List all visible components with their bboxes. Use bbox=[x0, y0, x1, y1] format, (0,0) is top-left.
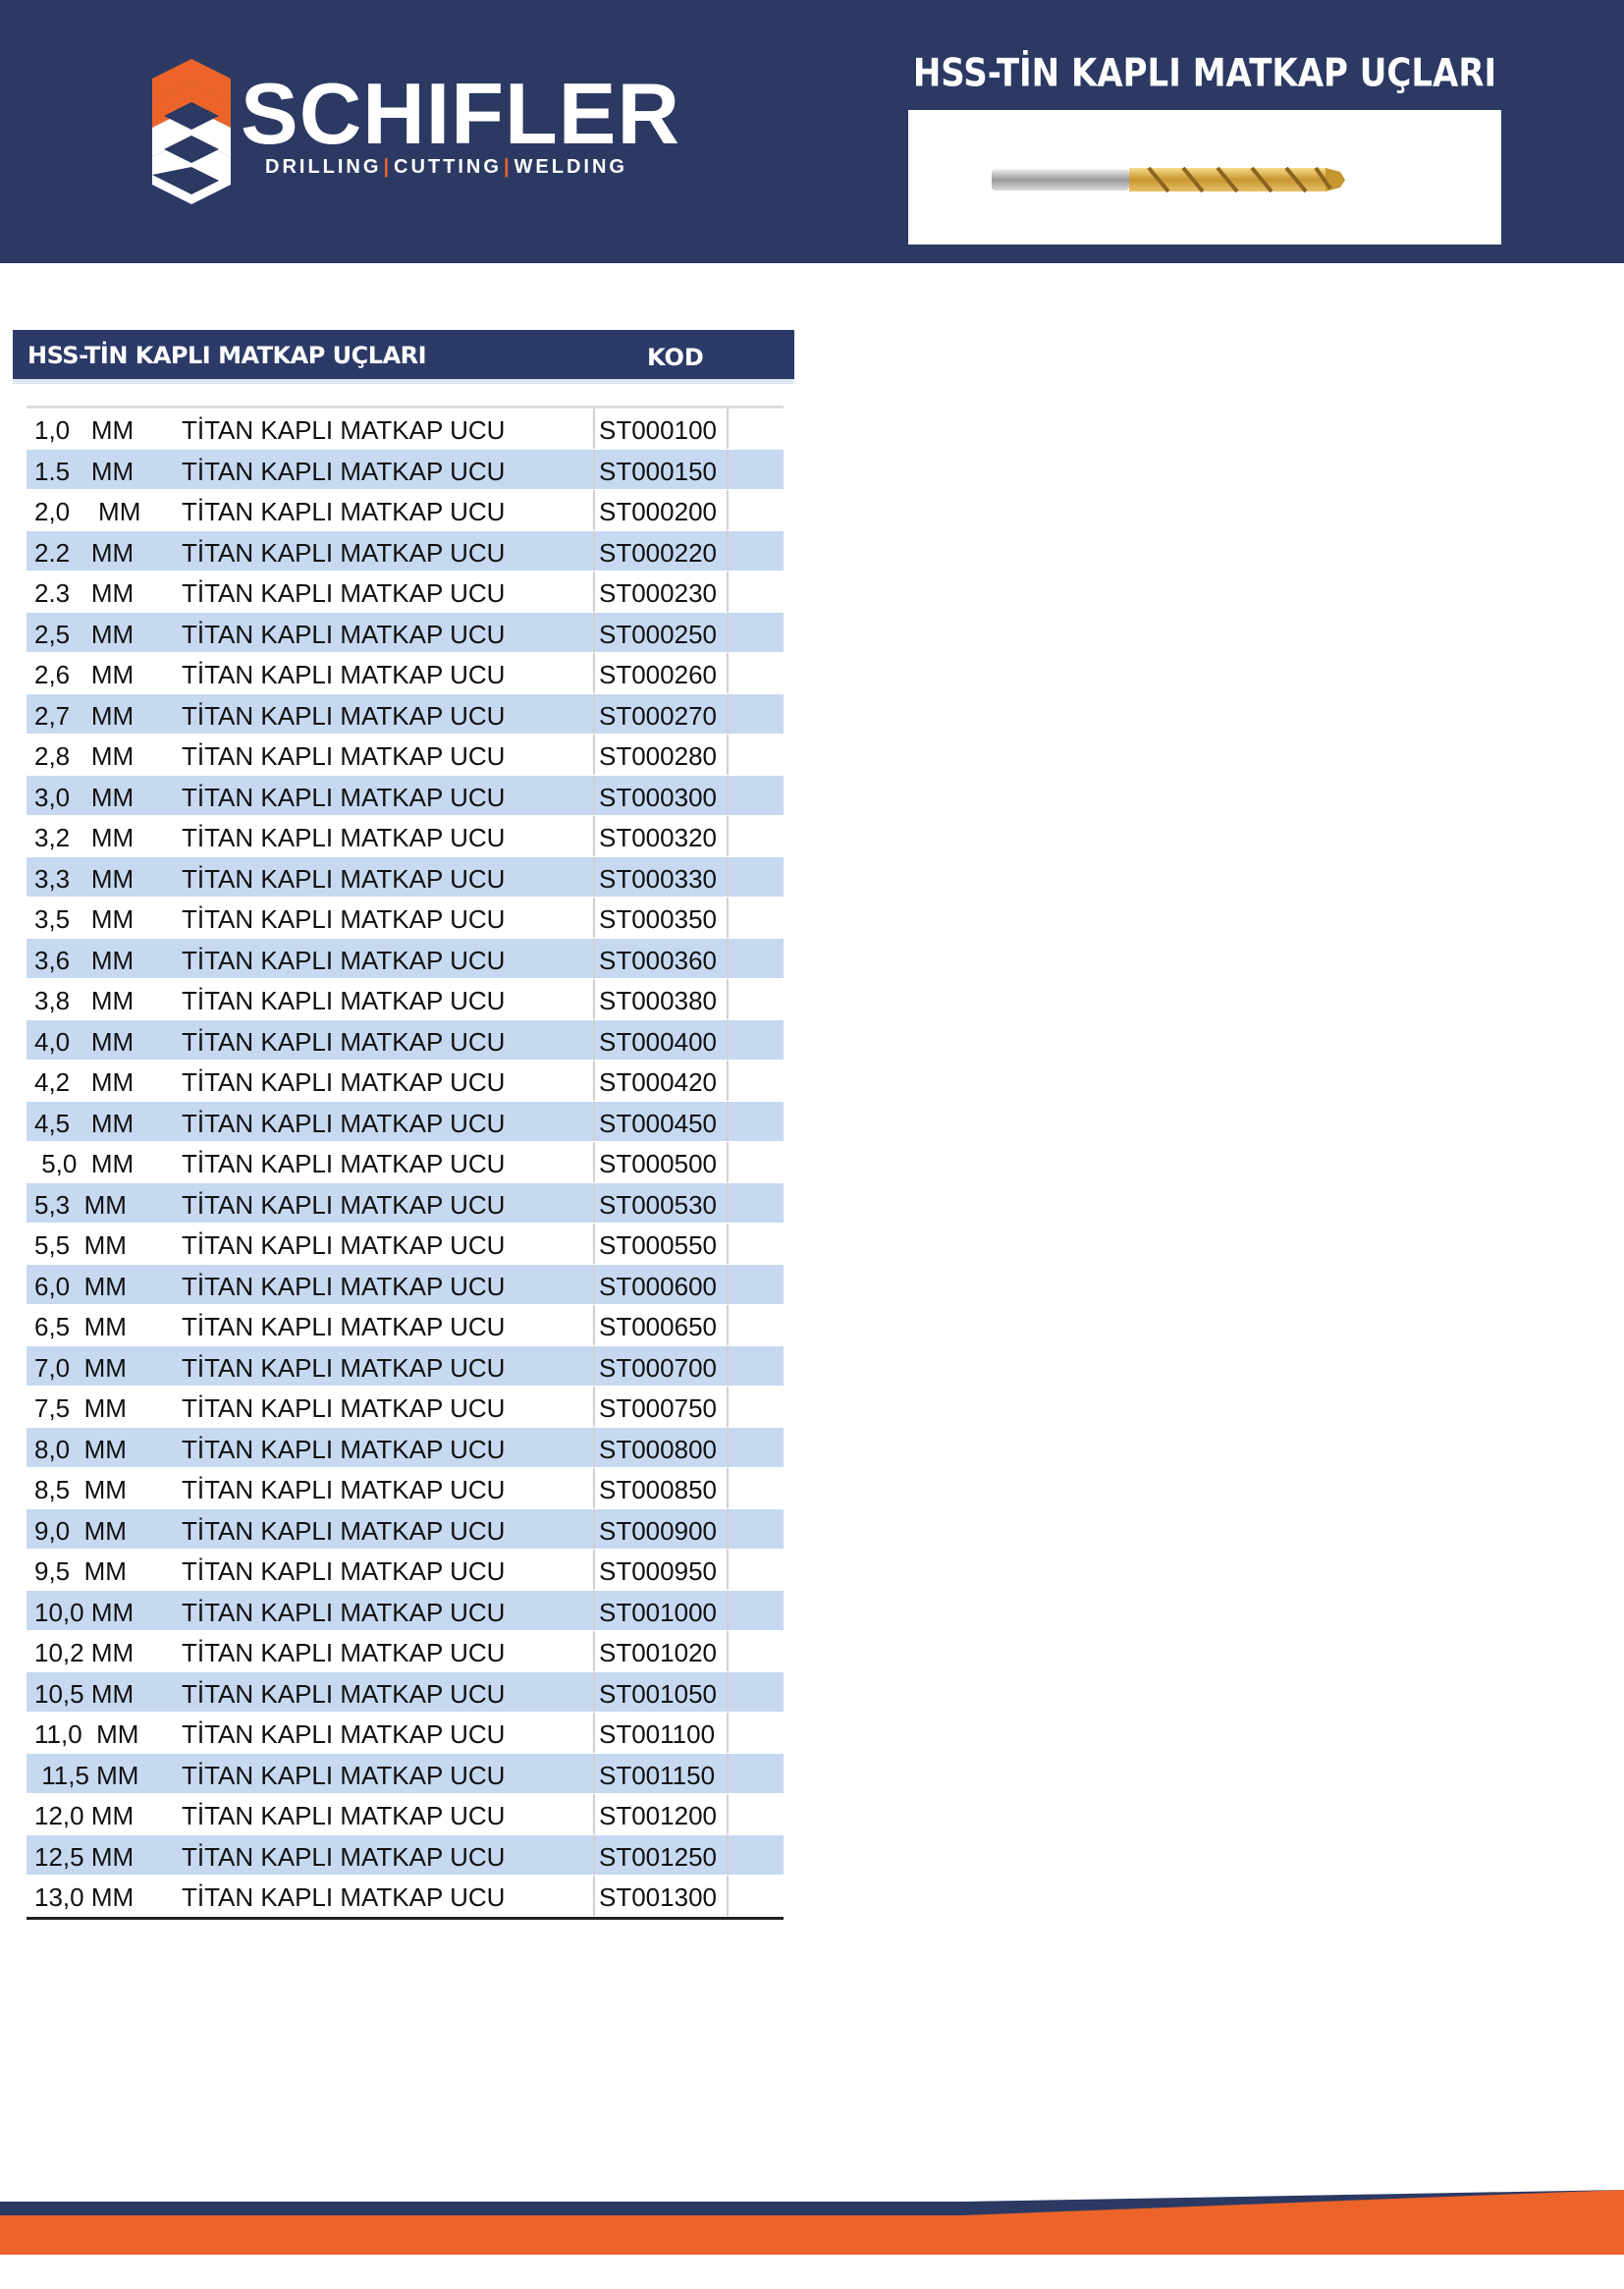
drill-size: 12,5 MM bbox=[34, 1841, 135, 1872]
product-code: ST000200 bbox=[599, 497, 717, 526]
product-code: ST000750 bbox=[599, 1393, 717, 1423]
column-divider bbox=[727, 613, 729, 653]
tagline-drilling: DRILLING bbox=[265, 156, 382, 178]
product-description: TİTAN KAPLI MATKAP UCU bbox=[182, 497, 506, 526]
column-divider bbox=[593, 1631, 595, 1671]
column-divider bbox=[727, 694, 729, 735]
drill-size: 1,0 MM bbox=[34, 415, 135, 445]
product-description: TİTAN KAPLI MATKAP UCU bbox=[182, 782, 506, 812]
product-code: ST001200 bbox=[599, 1801, 717, 1830]
table-row bbox=[27, 1509, 784, 1551]
column-divider bbox=[593, 1713, 595, 1753]
table-row bbox=[27, 1631, 784, 1672]
drill-size: 7,0 MM bbox=[34, 1352, 127, 1383]
product-code: ST000450 bbox=[599, 1108, 717, 1138]
table-row bbox=[27, 1102, 784, 1143]
column-divider bbox=[727, 939, 729, 979]
table-row bbox=[27, 1591, 784, 1632]
product-description: TİTAN KAPLI MATKAP UCU bbox=[182, 1801, 506, 1830]
product-code: ST000800 bbox=[599, 1434, 717, 1464]
drill-image-box bbox=[908, 110, 1501, 245]
column-divider bbox=[593, 1591, 595, 1631]
product-code: ST000230 bbox=[599, 578, 717, 608]
product-code: ST000650 bbox=[599, 1312, 717, 1341]
table-row bbox=[27, 816, 784, 857]
column-divider bbox=[727, 1509, 729, 1550]
product-description: TİTAN KAPLI MATKAP UCU bbox=[182, 1719, 506, 1749]
table-row bbox=[27, 1224, 784, 1265]
brand-tagline bbox=[265, 157, 627, 177]
drill-size: 2.3 MM bbox=[34, 578, 135, 608]
column-divider bbox=[727, 450, 729, 490]
product-description: TİTAN KAPLI MATKAP UCU bbox=[182, 415, 506, 445]
table-row bbox=[27, 450, 784, 491]
column-divider bbox=[593, 572, 595, 612]
drill-size: 3,5 MM bbox=[34, 904, 135, 934]
drill-bit-icon bbox=[908, 110, 1501, 245]
column-divider bbox=[727, 1020, 729, 1061]
column-divider bbox=[727, 1794, 729, 1834]
column-divider bbox=[727, 1142, 729, 1182]
table-row bbox=[27, 694, 784, 736]
product-description: TİTAN KAPLI MATKAP UCU bbox=[182, 1556, 506, 1586]
column-divider bbox=[727, 1183, 729, 1224]
column-divider bbox=[593, 1550, 595, 1590]
schifler-logo-icon bbox=[152, 59, 231, 208]
table-row bbox=[27, 1183, 784, 1225]
product-description: TİTAN KAPLI MATKAP UCU bbox=[182, 660, 506, 689]
table-row bbox=[27, 1468, 784, 1509]
table-row bbox=[27, 1754, 784, 1795]
drill-size: 12,0 MM bbox=[34, 1801, 135, 1830]
column-divider bbox=[593, 490, 595, 530]
drill-size: 3,8 MM bbox=[34, 986, 135, 1015]
table-row bbox=[27, 1835, 784, 1877]
tagline-cutting: CUTTING bbox=[394, 156, 502, 178]
table-row bbox=[27, 1265, 784, 1306]
product-description: TİTAN KAPLI MATKAP UCU bbox=[182, 904, 506, 934]
product-description: TİTAN KAPLI MATKAP UCU bbox=[182, 1515, 506, 1546]
column-divider bbox=[727, 1265, 729, 1305]
drill-size: 2,5 MM bbox=[34, 619, 135, 649]
column-divider bbox=[593, 1224, 595, 1264]
column-divider bbox=[593, 816, 595, 856]
product-description: TİTAN KAPLI MATKAP UCU bbox=[182, 1271, 506, 1301]
product-table bbox=[27, 409, 784, 1917]
product-description: TİTAN KAPLI MATKAP UCU bbox=[182, 1760, 506, 1790]
table-row bbox=[27, 409, 784, 450]
column-divider bbox=[727, 653, 729, 693]
product-code: ST001000 bbox=[599, 1597, 717, 1627]
product-code: ST000420 bbox=[599, 1067, 717, 1097]
column-divider bbox=[593, 939, 595, 979]
product-description: TİTAN KAPLI MATKAP UCU bbox=[182, 945, 506, 975]
column-divider bbox=[727, 857, 729, 898]
product-code: ST000220 bbox=[599, 537, 717, 568]
column-divider bbox=[593, 1387, 595, 1427]
header-banner bbox=[0, 0, 1624, 263]
table-row bbox=[27, 1020, 784, 1062]
product-code: ST000150 bbox=[599, 456, 717, 486]
product-code: ST000100 bbox=[599, 415, 717, 445]
drill-size: 3,0 MM bbox=[34, 782, 135, 812]
column-divider bbox=[727, 572, 729, 612]
product-description: TİTAN KAPLI MATKAP UCU bbox=[182, 456, 506, 486]
table-bottom-divider bbox=[27, 1917, 784, 1920]
drill-size: 3,3 MM bbox=[34, 863, 135, 894]
column-divider bbox=[593, 1509, 595, 1550]
column-divider bbox=[593, 898, 595, 938]
drill-size: 9,0 MM bbox=[34, 1515, 127, 1546]
table-row bbox=[27, 1428, 784, 1469]
drill-size: 9,5 MM bbox=[34, 1556, 127, 1586]
tagline-welding: WELDING bbox=[514, 156, 627, 178]
column-divider bbox=[593, 1183, 595, 1224]
product-description: TİTAN KAPLI MATKAP UCU bbox=[182, 1026, 506, 1057]
drill-size: 2.2 MM bbox=[34, 537, 135, 568]
column-divider bbox=[727, 1591, 729, 1631]
column-divider bbox=[727, 1102, 729, 1142]
column-divider bbox=[593, 1672, 595, 1713]
product-description: TİTAN KAPLI MATKAP UCU bbox=[182, 1108, 506, 1138]
drill-size: 8,0 MM bbox=[34, 1434, 127, 1464]
product-code: ST001250 bbox=[599, 1841, 717, 1872]
drill-size: 8,5 MM bbox=[34, 1475, 127, 1504]
column-divider bbox=[727, 490, 729, 530]
drill-size: 4,5 MM bbox=[34, 1108, 135, 1138]
drill-size: 6,5 MM bbox=[34, 1312, 127, 1341]
drill-size: 6,0 MM bbox=[34, 1271, 127, 1301]
drill-size: 5,0 MM bbox=[34, 1149, 135, 1178]
product-code: ST000320 bbox=[599, 823, 717, 852]
drill-size: 4,2 MM bbox=[34, 1067, 135, 1097]
column-divider bbox=[593, 531, 595, 572]
product-code: ST000500 bbox=[599, 1149, 717, 1178]
table-row bbox=[27, 1346, 784, 1388]
table-row bbox=[27, 1387, 784, 1428]
product-code: ST000330 bbox=[599, 863, 717, 894]
column-divider bbox=[593, 1020, 595, 1061]
table-row bbox=[27, 653, 784, 694]
table-row bbox=[27, 613, 784, 654]
column-divider bbox=[593, 1346, 595, 1387]
column-divider bbox=[727, 898, 729, 938]
product-code: ST000300 bbox=[599, 782, 717, 812]
product-description: TİTAN KAPLI MATKAP UCU bbox=[182, 1882, 506, 1912]
drill-size: 2,8 MM bbox=[34, 741, 135, 771]
column-divider bbox=[593, 653, 595, 693]
drill-size: 5,5 MM bbox=[34, 1230, 127, 1260]
column-divider bbox=[593, 1428, 595, 1468]
product-description: TİTAN KAPLI MATKAP UCU bbox=[182, 1230, 506, 1260]
table-row bbox=[27, 939, 784, 980]
column-divider bbox=[727, 735, 729, 775]
product-code: ST000360 bbox=[599, 945, 717, 975]
column-divider bbox=[727, 1428, 729, 1468]
product-description: TİTAN KAPLI MATKAP UCU bbox=[182, 1352, 506, 1383]
column-divider bbox=[727, 1061, 729, 1101]
product-description: TİTAN KAPLI MATKAP UCU bbox=[182, 1149, 506, 1178]
table-row bbox=[27, 490, 784, 531]
table-row bbox=[27, 1876, 784, 1917]
table-row bbox=[27, 1305, 784, 1346]
table-header bbox=[13, 330, 794, 384]
product-description: TİTAN KAPLI MATKAP UCU bbox=[182, 1312, 506, 1341]
column-divider bbox=[593, 979, 595, 1019]
drill-size: 5,3 MM bbox=[34, 1189, 127, 1220]
product-description: TİTAN KAPLI MATKAP UCU bbox=[182, 741, 506, 771]
table-row bbox=[27, 1672, 784, 1714]
product-code: ST001300 bbox=[599, 1882, 717, 1912]
drill-size: 11,0 MM bbox=[34, 1719, 139, 1749]
column-divider bbox=[593, 1265, 595, 1305]
product-description: TİTAN KAPLI MATKAP UCU bbox=[182, 1841, 506, 1872]
header-title: HSS-TİN KAPLI MATKAP UÇLARI bbox=[912, 51, 1497, 96]
column-divider bbox=[593, 409, 595, 449]
table-row bbox=[27, 1794, 784, 1835]
product-code: ST000700 bbox=[599, 1352, 717, 1383]
column-divider bbox=[593, 450, 595, 490]
product-description: TİTAN KAPLI MATKAP UCU bbox=[182, 1393, 506, 1423]
drill-size: 7,5 MM bbox=[34, 1393, 127, 1423]
column-divider bbox=[593, 694, 595, 735]
product-description: TİTAN KAPLI MATKAP UCU bbox=[182, 1434, 506, 1464]
product-description: TİTAN KAPLI MATKAP UCU bbox=[182, 537, 506, 568]
product-code: ST000270 bbox=[599, 700, 717, 731]
drill-size: 2,0 MM bbox=[34, 497, 141, 526]
column-divider bbox=[593, 1102, 595, 1142]
product-description: TİTAN KAPLI MATKAP UCU bbox=[182, 1189, 506, 1220]
product-description: TİTAN KAPLI MATKAP UCU bbox=[182, 1475, 506, 1504]
tagline-separator: | bbox=[503, 156, 513, 178]
table-row bbox=[27, 857, 784, 899]
column-divider bbox=[593, 735, 595, 775]
drill-size: 3,2 MM bbox=[34, 823, 135, 852]
column-divider bbox=[727, 1835, 729, 1876]
code-column-header: KOD bbox=[647, 344, 704, 371]
column-divider bbox=[593, 1305, 595, 1345]
product-description: TİTAN KAPLI MATKAP UCU bbox=[182, 823, 506, 852]
table-row bbox=[27, 1550, 784, 1591]
product-description: TİTAN KAPLI MATKAP UCU bbox=[182, 1638, 506, 1667]
column-divider bbox=[593, 857, 595, 898]
column-divider bbox=[727, 1224, 729, 1264]
product-code: ST000250 bbox=[599, 619, 717, 649]
column-divider bbox=[593, 1794, 595, 1834]
drill-size: 13,0 MM bbox=[34, 1882, 135, 1912]
column-divider bbox=[727, 409, 729, 449]
drill-size: 2,6 MM bbox=[34, 660, 135, 689]
column-divider bbox=[727, 1550, 729, 1590]
drill-size: 10,5 MM bbox=[34, 1678, 135, 1709]
product-description: TİTAN KAPLI MATKAP UCU bbox=[182, 1067, 506, 1097]
brand-name: SCHIFLER bbox=[241, 65, 680, 162]
column-divider bbox=[727, 1876, 729, 1916]
product-description: TİTAN KAPLI MATKAP UCU bbox=[182, 863, 506, 894]
product-code: ST000600 bbox=[599, 1271, 717, 1301]
column-divider bbox=[727, 1672, 729, 1713]
table-row bbox=[27, 735, 784, 776]
drill-size: 1.5 MM bbox=[34, 456, 135, 486]
table-row bbox=[27, 979, 784, 1020]
column-divider bbox=[593, 1876, 595, 1916]
product-code: ST000530 bbox=[599, 1189, 717, 1220]
product-description: TİTAN KAPLI MATKAP UCU bbox=[182, 986, 506, 1015]
product-code: ST000900 bbox=[599, 1515, 717, 1546]
column-divider bbox=[727, 1305, 729, 1345]
column-divider bbox=[727, 1631, 729, 1671]
product-description: TİTAN KAPLI MATKAP UCU bbox=[182, 700, 506, 731]
drill-size: 2,7 MM bbox=[34, 700, 135, 731]
column-divider bbox=[593, 613, 595, 653]
column-divider bbox=[727, 1713, 729, 1753]
product-description: TİTAN KAPLI MATKAP UCU bbox=[182, 1597, 506, 1627]
column-divider bbox=[727, 1754, 729, 1794]
column-divider bbox=[727, 776, 729, 816]
column-divider bbox=[593, 776, 595, 816]
drill-size: 3,6 MM bbox=[34, 945, 135, 975]
drill-size: 10,2 MM bbox=[34, 1638, 135, 1667]
table-row bbox=[27, 1713, 784, 1754]
column-divider bbox=[593, 1061, 595, 1101]
product-code: ST000400 bbox=[599, 1026, 717, 1057]
table-row bbox=[27, 776, 784, 817]
product-code: ST001100 bbox=[599, 1719, 716, 1749]
column-divider bbox=[593, 1142, 595, 1182]
product-code: ST001150 bbox=[599, 1760, 716, 1790]
tagline-separator: | bbox=[383, 156, 393, 178]
table-row bbox=[27, 531, 784, 572]
column-divider bbox=[727, 1346, 729, 1387]
product-description: TİTAN KAPLI MATKAP UCU bbox=[182, 578, 506, 608]
column-divider bbox=[593, 1835, 595, 1876]
product-code: ST000550 bbox=[599, 1230, 717, 1260]
drill-size: 10,0 MM bbox=[34, 1597, 135, 1627]
product-code: ST000950 bbox=[599, 1556, 717, 1586]
table-title: HSS-TİN KAPLI MATKAP UÇLARI bbox=[27, 342, 427, 369]
product-code: ST000280 bbox=[599, 741, 717, 771]
drill-size: 4,0 MM bbox=[34, 1026, 135, 1057]
product-code: ST000380 bbox=[599, 986, 717, 1015]
product-description: TİTAN KAPLI MATKAP UCU bbox=[182, 619, 506, 649]
column-divider bbox=[727, 531, 729, 572]
table-row bbox=[27, 1142, 784, 1183]
table-row bbox=[27, 1061, 784, 1102]
product-code: ST000260 bbox=[599, 660, 717, 689]
product-code: ST000850 bbox=[599, 1475, 717, 1504]
column-divider bbox=[593, 1754, 595, 1794]
product-code: ST001050 bbox=[599, 1678, 717, 1709]
product-code: ST001020 bbox=[599, 1638, 717, 1667]
table-row bbox=[27, 572, 784, 613]
footer-stripe bbox=[0, 2190, 1624, 2285]
drill-size: 11,5 MM bbox=[34, 1760, 139, 1790]
product-description: TİTAN KAPLI MATKAP UCU bbox=[182, 1678, 506, 1709]
column-divider bbox=[727, 816, 729, 856]
column-divider bbox=[727, 1468, 729, 1508]
product-code: ST000350 bbox=[599, 904, 717, 934]
column-divider bbox=[593, 1468, 595, 1508]
column-divider bbox=[727, 979, 729, 1019]
column-divider bbox=[727, 1387, 729, 1427]
table-row bbox=[27, 898, 784, 939]
